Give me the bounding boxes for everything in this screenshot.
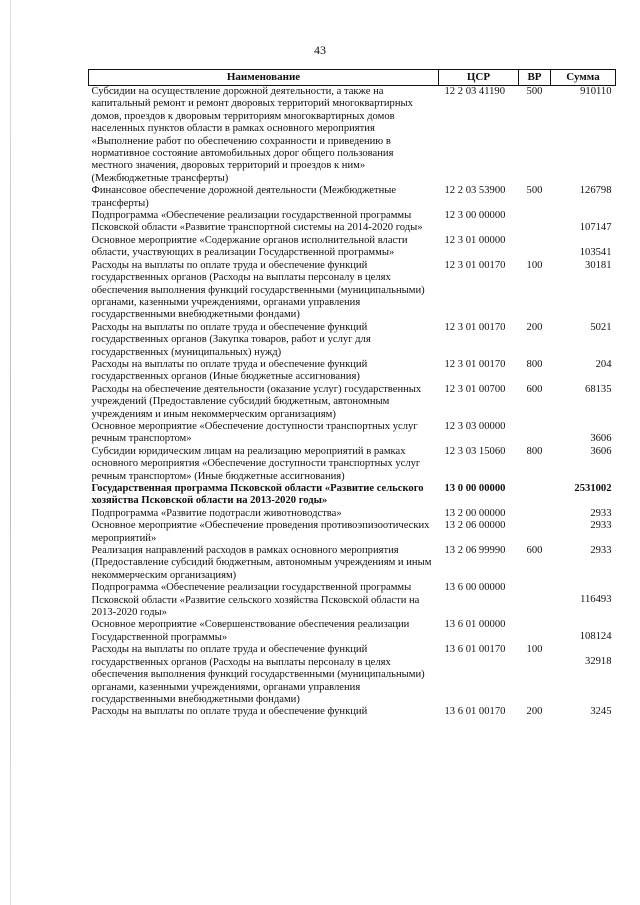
table-row <box>89 644 616 706</box>
row-vr <box>519 619 551 644</box>
row-vr: 500 <box>526 185 543 197</box>
row-vr: 600 <box>526 545 543 557</box>
row-csr: 12 2 03 53900 <box>444 185 506 197</box>
row-vr: 500 <box>526 86 543 97</box>
row-csr: 12 3 01 00170 <box>444 321 506 333</box>
row-vr <box>519 421 551 446</box>
row-csr: 12 3 03 00000 <box>444 420 506 432</box>
row-csr: 12 2 03 41190 <box>444 86 506 97</box>
row-csr: 13 2 06 99990 <box>444 545 506 557</box>
row-csr: 13 6 01 00170 <box>444 706 506 718</box>
row-csr: 12 3 01 00170 <box>444 259 506 271</box>
table-row <box>89 582 616 619</box>
row-name: Реализация направлений расходов в рамках основного мероприятия (Предоставление субсидий бюджетным, автономным учреждениям и иным некоммерческим организациям) <box>91 545 432 581</box>
row-sum: 108124 <box>579 631 612 643</box>
row-sum: 68135 <box>585 383 612 395</box>
row-vr <box>519 520 551 545</box>
row-vr: 200 <box>526 706 543 718</box>
row-csr: 13 2 00 00000 <box>444 507 506 519</box>
row-vr: 100 <box>526 644 543 656</box>
row-sum: 103541 <box>579 246 612 258</box>
row-csr: 13 6 00 00000 <box>444 582 506 594</box>
budget-table <box>88 69 616 719</box>
table-row <box>89 545 616 582</box>
row-name: Расходы на выплаты по оплате труда и обеспечение функций государственных органов (Расходы на выплаты персоналу в целях обеспечения выполнения функций государственными (муниципальными) органами, казенными учреждениями, органами управления государственными внебюджетными фондами) <box>91 259 425 321</box>
row-sum: 2531002 <box>574 483 612 494</box>
row-name: Расходы на выплаты по оплате труда и обеспечение функций <box>91 706 368 718</box>
row-csr: 13 2 06 00000 <box>444 520 506 532</box>
row-vr: 100 <box>526 259 543 271</box>
row-name: Основное мероприятие «Обеспечение доступности транспортных услуг речным транспортом» <box>91 420 418 445</box>
row-vr: 800 <box>526 358 543 370</box>
row-sum: 116493 <box>580 594 612 606</box>
row-name: Расходы на выплаты по оплате труда и обеспечение функций государственных органов (Иные бюджетные ассигнования) <box>91 358 368 383</box>
row-sum: 204 <box>595 358 612 370</box>
row-sum: 3606 <box>590 432 612 444</box>
row-name: Субсидии на осуществление дорожной деятельности, а также на капитальный ремонт и ремонт дворовых территорий многоквартирных домов, проездов к дворовым территориям многоквартирных домов населенных пунктов области в рамках основного мероприятия «Выполнение работ по обеспечению сохранности и приведению в нормативное состояние автомобильных дорог общего пользования местного значения, дворовых территорий и проездов к ним» (Межбюджетные трансферты) <box>91 86 413 184</box>
row-name: Основное мероприятие «Совершенствование обеспечения реализации Государственной программы» <box>91 619 410 643</box>
row-name: Расходы на обеспечение деятельности (оказание услуг) государственных учреждений (Предоставление субсидий бюджетным, автономным учреждениям и иным некоммерческим организациям) <box>91 383 422 420</box>
row-csr: 13 6 01 00170 <box>444 644 506 656</box>
table-row <box>89 446 616 483</box>
row-sum: 126798 <box>579 185 612 197</box>
row-name: Расходы на выплаты по оплате труда и обеспечение функций государственных органов (Закупка товаров, работ и услуг для государственных (муниципальных) нужд) <box>91 321 371 358</box>
row-sum: 910110 <box>580 86 612 97</box>
row-name: Субсидии юридическим лицам на реализацию мероприятий в рамках основного мероприятия «Обеспечение доступности транспортных услуг речным транспортом» (Иные бюджетные ассигнования) <box>91 445 421 482</box>
row-sum: 30181 <box>585 259 612 271</box>
row-sum: 2933 <box>590 545 612 557</box>
scan-edge <box>10 0 11 905</box>
table-row <box>89 185 616 210</box>
table-row <box>89 86 616 186</box>
row-csr: 12 3 00 00000 <box>444 210 506 222</box>
row-sum: 107147 <box>579 222 612 234</box>
table-row <box>89 210 616 235</box>
row-sum: 32918 <box>585 656 612 668</box>
row-name: Подпрограмма «Развитие подотрасли животноводства» <box>91 507 342 519</box>
table-row <box>89 235 616 260</box>
row-vr <box>519 210 551 235</box>
table-row <box>89 384 616 421</box>
row-csr: 13 6 01 00000 <box>444 619 506 631</box>
row-csr: 12 3 01 00700 <box>444 383 506 395</box>
header-vr: ВР <box>519 70 551 86</box>
header-csr: ЦСР <box>439 70 519 86</box>
row-vr <box>519 508 551 520</box>
row-name: Основное мероприятие «Обеспечение проведения противоэпизоотических мероприятий» <box>91 520 430 544</box>
row-sum: 3606 <box>590 445 612 457</box>
table-row <box>89 359 616 384</box>
row-csr: 12 3 03 15060 <box>444 445 506 457</box>
row-vr: 800 <box>526 445 543 457</box>
row-csr: 12 3 01 00170 <box>444 358 506 370</box>
table-row <box>89 421 616 446</box>
table-row <box>89 483 616 508</box>
row-vr: 200 <box>526 321 543 333</box>
table-row <box>89 520 616 545</box>
row-name: Подпрограмма «Обеспечение реализации государственной программы Псковской области «Развитие транспортной системы на 2014-2020 годы» <box>91 210 423 234</box>
table-row <box>89 260 616 322</box>
row-name: Финансовое обеспечение дорожной деятельности (Межбюджетные трансферты) <box>91 185 397 209</box>
row-sum: 2933 <box>590 507 612 519</box>
header-sum: Сумма <box>551 70 616 86</box>
row-sum: 2933 <box>590 520 612 532</box>
header-name: Наименование <box>89 70 439 86</box>
table-header-row <box>89 70 616 86</box>
row-vr <box>519 483 551 508</box>
row-sum: 5021 <box>590 321 612 333</box>
page-number: 43 <box>314 43 326 57</box>
table-row <box>89 706 616 718</box>
table-row <box>89 508 616 520</box>
row-sum: 3245 <box>590 706 612 718</box>
row-name: Основное мероприятие «Содержание органов исполнительной власти области, участвующих в реализации Государственной программы» <box>91 234 408 259</box>
table-row <box>89 619 616 644</box>
row-name: Расходы на выплаты по оплате труда и обеспечение функций государственных органов (Расходы на выплаты персоналу в целях обеспечения выполнения функций государственными (муниципальными) органами, казенными учреждениями, органами управления государственными внебюджетными фондами) <box>91 644 425 705</box>
row-name: Государственная программа Псковской области «Развитие сельского хозяйства Псковской области на 2013-2020 годы» <box>91 483 424 507</box>
table-row <box>89 322 616 359</box>
row-name: Подпрограмма «Обеспечение реализации государственной программы Псковской области «Развитие сельского хозяйства Псковской области на 2013-2020 годы» <box>91 582 420 619</box>
row-vr <box>519 582 551 619</box>
row-csr: 13 0 00 00000 <box>444 483 506 494</box>
row-csr: 12 3 01 00000 <box>444 234 506 246</box>
row-vr: 600 <box>526 383 543 395</box>
row-vr <box>519 235 551 260</box>
